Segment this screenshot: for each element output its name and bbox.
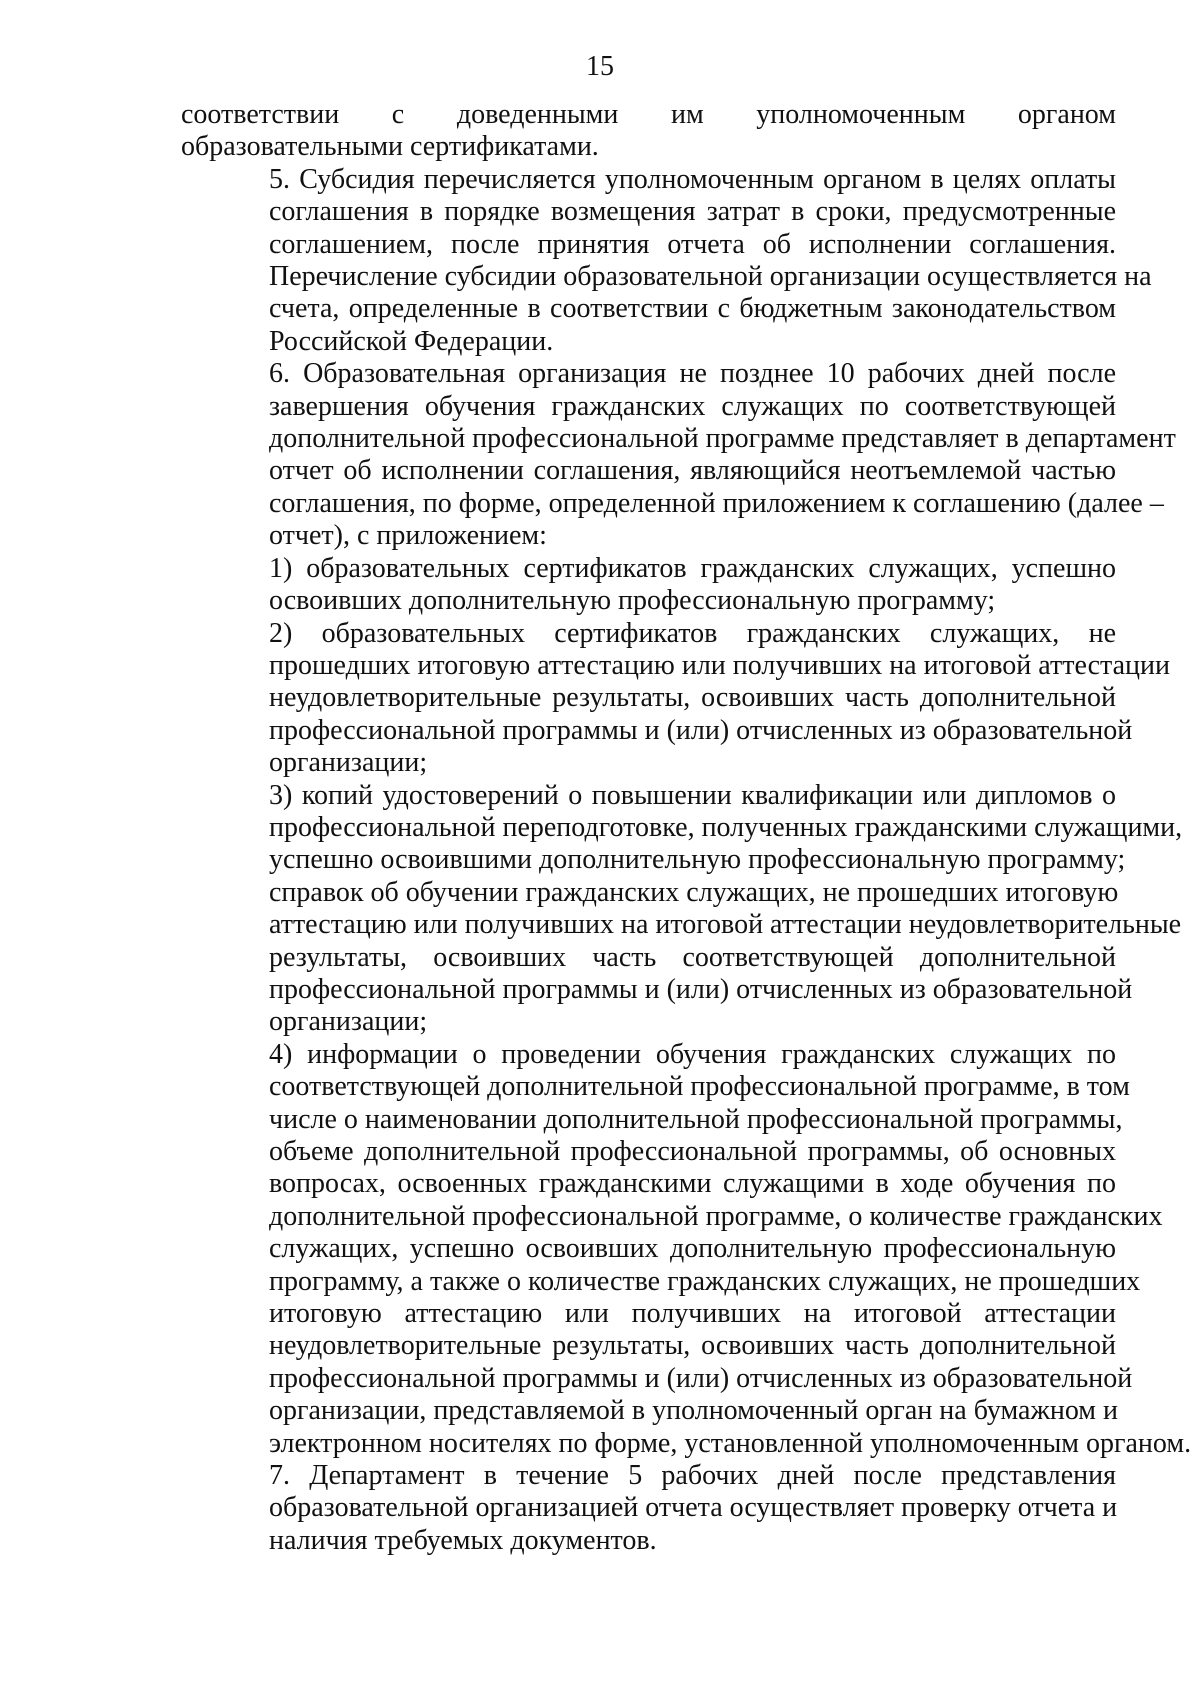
text-line: неудовлетворительные результаты, освоивших часть дополнительной xyxy=(269,1330,1116,1362)
text-line: программу, а также о количестве гражданских служащих, не прошедших xyxy=(269,1265,1141,1297)
text-line: соответствующей дополнительной профессиональной программе, в том xyxy=(269,1071,1130,1103)
text-line: объеме дополнительной профессиональной программы, об основных xyxy=(269,1136,1116,1167)
text-line: 4) информации о проведении обучения гражданских служащих по xyxy=(269,1038,1116,1070)
text-line: освоивших дополнительную профессиональную программу; xyxy=(269,585,996,617)
text-line: отчет), с приложением: xyxy=(269,520,547,552)
paragraph xyxy=(181,99,1116,164)
text-line: Перечисление субсидии образовательной организации осуществляется на xyxy=(269,261,1152,293)
text-line: счета, определенные в соответствии с бюджетным законодательством xyxy=(269,293,1116,325)
document-body xyxy=(181,99,1192,1557)
text-line: 7. Департамент в течение 5 рабочих дней после представления xyxy=(269,1460,1116,1492)
text-line: организации; xyxy=(269,747,428,779)
text-line: профессиональной программы и (или) отчисленных из образовательной xyxy=(269,714,1133,746)
text-line: прошедших итоговую аттестацию или получивших на итоговой аттестации xyxy=(269,649,1170,681)
text-line: успешно освоившими дополнительную профессиональную программу; xyxy=(269,844,1126,876)
text-line: неудовлетворительные результаты, освоивших часть дополнительной xyxy=(269,682,1116,714)
page-number: 15 xyxy=(586,51,614,82)
text-line: соглашения, по форме, определенной приложением к соглашению (далее – xyxy=(269,487,1164,519)
text-line: завершения обучения гражданских служащих по соответствующей xyxy=(269,390,1116,422)
text-line: электронном носителях по форме, установленной уполномоченным органом. xyxy=(269,1427,1192,1459)
text-line: аттестацию или получивших на итоговой аттестации неудовлетворительные xyxy=(269,909,1182,941)
text-line: профессиональной переподготовке, полученных гражданскими служащими, xyxy=(269,811,1183,843)
text-line: отчет об исполнении соглашения, являющийся неотъемлемой частью xyxy=(269,455,1116,487)
text-line: служащих, успешно освоивших дополнительную профессиональную xyxy=(269,1233,1116,1265)
paragraph xyxy=(181,1038,1192,1460)
text-line: итоговую аттестацию или получивших на итоговой аттестации xyxy=(269,1298,1116,1330)
paragraph xyxy=(181,358,1176,552)
text-line: организации; xyxy=(269,1006,428,1038)
text-line: 5. Субсидия перечисляется уполномоченным органом в целях оплаты xyxy=(269,163,1116,195)
paragraph xyxy=(181,1460,1116,1557)
paragraph xyxy=(181,163,1152,358)
text-line: профессиональной программы и (или) отчисленных из образовательной xyxy=(269,973,1133,1005)
paragraph xyxy=(181,617,1170,780)
text-line: Российской Федерации. xyxy=(269,325,554,357)
paragraph xyxy=(181,553,1116,618)
text-line: профессиональной программы и (или) отчисленных из образовательной xyxy=(269,1362,1133,1394)
text-line: организации, представляемой в уполномоченный орган на бумажном и xyxy=(269,1395,1118,1427)
text-line: результаты, освоивших часть соответствующей дополнительной xyxy=(269,941,1116,973)
text-line: 3) копий удостоверений о повышении квалификации или дипломов о xyxy=(269,779,1116,811)
text-line: 6. Образовательная организация не позднее 10 рабочих дней после xyxy=(269,358,1116,390)
text-line: соответствии с доведенными им уполномоченным органом xyxy=(181,99,1116,130)
text-line: числе о наименовании дополнительной профессиональной программы, xyxy=(269,1103,1123,1135)
text-line: соглашения в порядке возмещения затрат в сроки, предусмотренные xyxy=(269,196,1116,228)
text-line: справок об обучении гражданских служащих, не прошедших итоговую xyxy=(269,876,1119,908)
text-line: 1) образовательных сертификатов гражданских служащих, успешно xyxy=(269,552,1116,584)
text-line: дополнительной профессиональной программе, о количестве гражданских xyxy=(269,1200,1163,1232)
text-line: 2) образовательных сертификатов гражданских служащих, не xyxy=(269,617,1116,649)
text-line: образовательными сертификатами. xyxy=(181,131,599,163)
text-line: наличия требуемых документов. xyxy=(269,1524,657,1556)
text-line: дополнительной профессиональной программе представляет в департамент xyxy=(269,423,1176,455)
text-line: вопросах, освоенных гражданскими служащими в ходе обучения по xyxy=(269,1168,1116,1200)
text-line: соглашением, после принятия отчета об исполнении соглашения. xyxy=(269,228,1116,260)
paragraph xyxy=(181,779,1183,1039)
text-line: образовательной организацией отчета осуществляет проверку отчета и xyxy=(269,1492,1118,1524)
